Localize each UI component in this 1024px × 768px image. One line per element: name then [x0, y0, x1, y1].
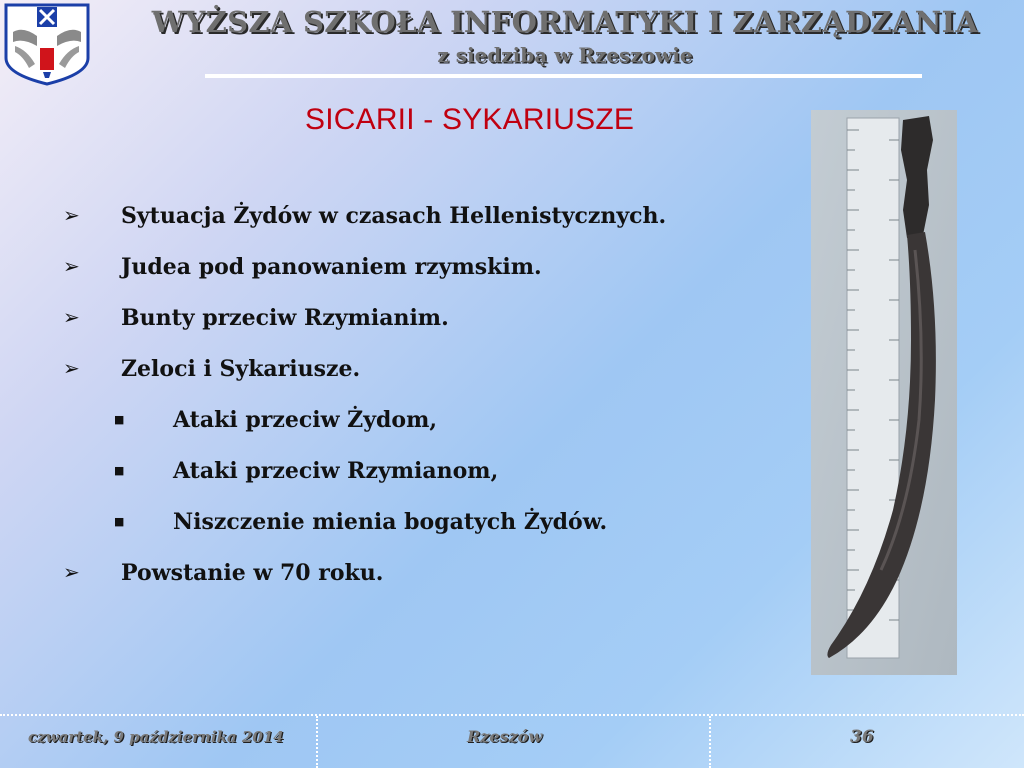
arrow-icon: ➢ — [63, 356, 80, 380]
footer-separator — [316, 716, 318, 768]
arrow-icon: ➢ — [63, 254, 80, 278]
footer-place: Rzeszów — [467, 727, 543, 746]
arrow-icon: ➢ — [63, 560, 80, 584]
list-item: Ataki przeciw Żydom, — [173, 407, 438, 433]
header-divider — [205, 74, 922, 78]
footer-date: czwartek, 9 października 2014 — [28, 728, 284, 746]
list-item: Powstanie w 70 roku. — [121, 560, 384, 586]
square-icon: ■ — [114, 413, 125, 426]
university-logo — [3, 2, 91, 86]
dagger-photo — [811, 110, 957, 675]
university-name: WYŻSZA SZKOŁA INFORMATYKI I ZARZĄDZANIA — [151, 5, 979, 39]
square-icon: ■ — [114, 515, 125, 528]
footer-separator — [709, 716, 711, 768]
page-number: 36 — [850, 727, 874, 747]
slide-title: SICARII - SYKARIUSZE — [305, 103, 635, 136]
list-item: Bunty przeciw Rzymianim. — [121, 305, 449, 331]
university-subtitle: z siedzibą w Rzeszowie — [437, 43, 693, 67]
list-item: Ataki przeciw Rzymianom, — [173, 458, 499, 484]
footer-divider — [0, 714, 1024, 716]
arrow-icon: ➢ — [63, 305, 80, 329]
list-item: Judea pod panowaniem rzymskim. — [121, 254, 542, 280]
square-icon: ■ — [114, 464, 125, 477]
list-item: Zeloci i Sykariusze. — [121, 356, 361, 382]
list-item: Niszczenie mienia bogatych Żydów. — [173, 509, 608, 535]
arrow-icon: ➢ — [63, 203, 80, 227]
list-item: Sytuacja Żydów w czasach Hellenistycznych. — [121, 203, 667, 229]
